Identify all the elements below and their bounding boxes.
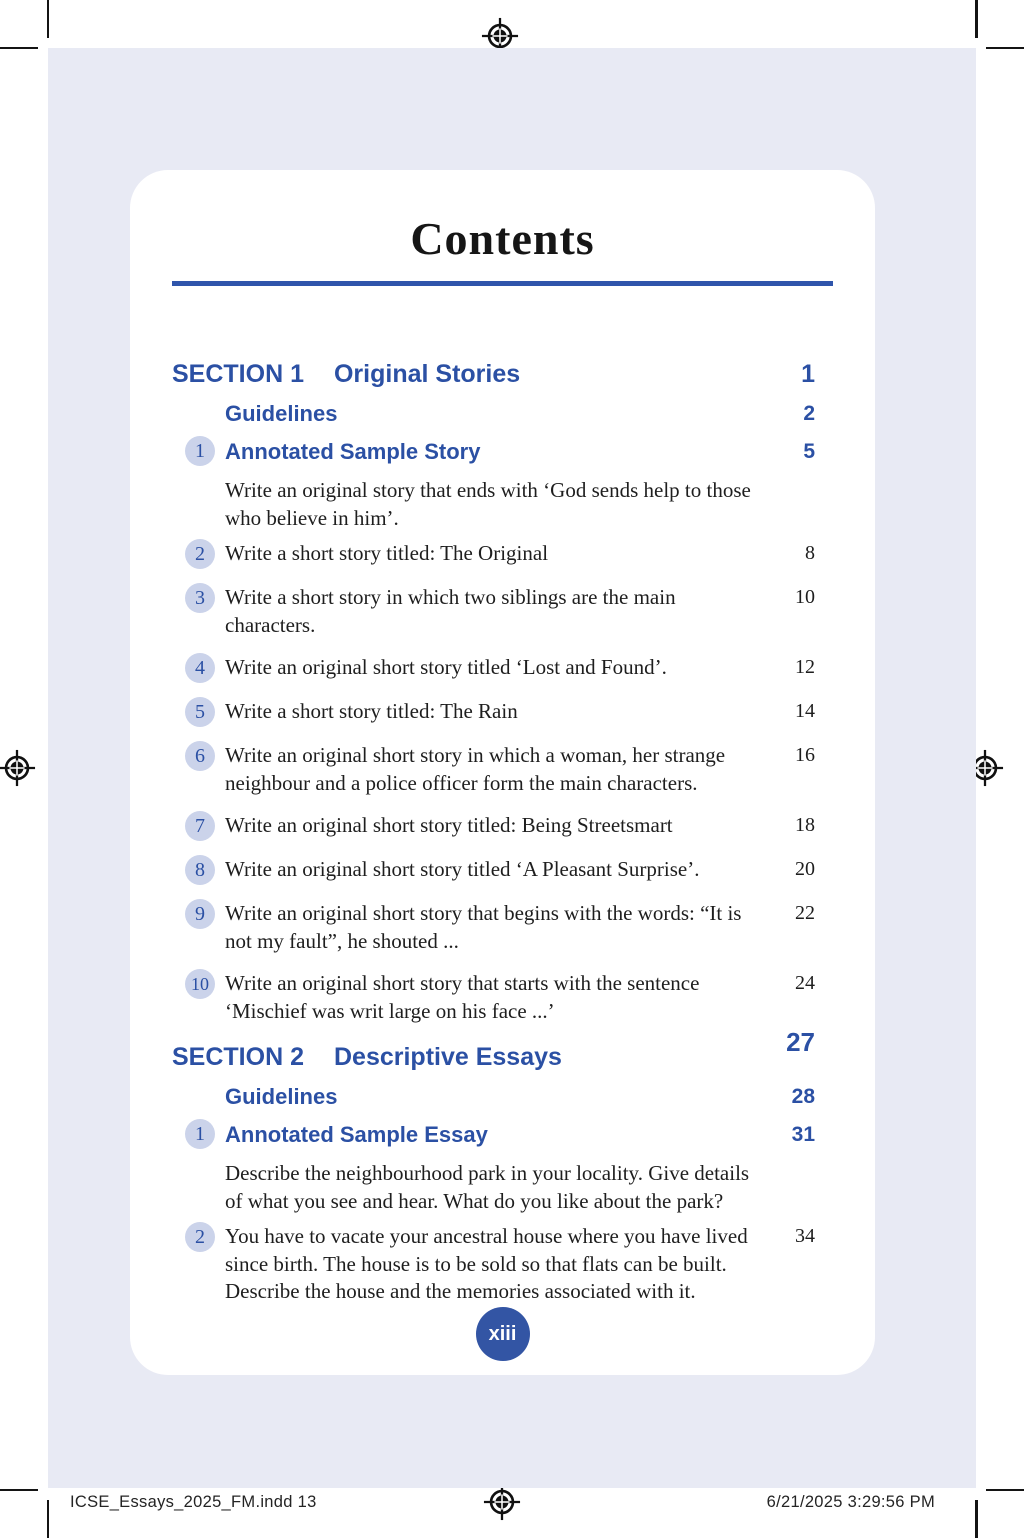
toc-row-entry xyxy=(172,742,815,797)
section-page-number: 27 xyxy=(786,1027,815,1057)
crop-mark-icon xyxy=(986,47,1024,50)
toc-row-badge-bold xyxy=(172,437,815,467)
toc-row-section xyxy=(172,358,815,390)
entry-text: Annotated Sample Story xyxy=(225,439,481,464)
toc-row-section xyxy=(172,1027,815,1073)
entry-number-badge: 5 xyxy=(185,697,215,727)
toc-row-entry xyxy=(172,1223,815,1306)
badge-cell xyxy=(172,742,225,797)
entry-text: Guidelines xyxy=(225,1084,338,1109)
crop-mark-icon xyxy=(0,47,38,50)
crop-mark-icon xyxy=(986,1489,1024,1492)
folio-number: xiii xyxy=(488,1322,517,1345)
registration-mark-icon xyxy=(483,1483,521,1521)
entry-page-number: 18 xyxy=(795,814,815,836)
badge-cell xyxy=(172,1120,225,1150)
toc-row-sub xyxy=(172,1082,815,1112)
section-title: Descriptive Essays xyxy=(333,1043,562,1071)
entry-number-badge: 2 xyxy=(185,539,215,569)
badge-cell xyxy=(172,399,225,429)
entry-page-number: 14 xyxy=(795,700,815,722)
toc-row-sub xyxy=(172,399,815,429)
entry-number-badge: 8 xyxy=(185,855,215,885)
entry-page-number: 22 xyxy=(795,902,815,924)
badge-cell xyxy=(172,900,225,955)
entry-text: Write an original story that ends with ‘God sends help to those who believe in him’. xyxy=(225,478,751,530)
badge-cell xyxy=(172,437,225,467)
entry-number-badge: 6 xyxy=(185,741,215,771)
title-rule xyxy=(172,281,833,286)
book-page xyxy=(48,48,976,1488)
slug-filename: ICSE_Essays_2025_FM.indd 13 xyxy=(70,1493,317,1511)
entry-page-number: 8 xyxy=(805,542,815,564)
entry-text: Write an original short story titled ‘Lost and Found’. xyxy=(225,655,667,679)
entry-text: Write an original short story that starts with the sentence ‘Mischief was writ large on his face ...’ xyxy=(225,971,700,1023)
badge-cell xyxy=(172,477,225,532)
entry-page-number: 20 xyxy=(795,858,815,880)
badge-cell xyxy=(172,1160,225,1215)
toc-row-entry xyxy=(172,856,815,885)
toc-row-badge-bold xyxy=(172,1120,815,1150)
entry-page-number: 10 xyxy=(795,586,815,608)
badge-cell xyxy=(172,856,225,885)
entry-number-badge: 2 xyxy=(185,1222,215,1252)
entry-page-number: 28 xyxy=(791,1085,815,1108)
toc-row-entry xyxy=(172,540,815,569)
section-label: SECTION 1 xyxy=(172,360,304,388)
folio-badge xyxy=(476,1307,530,1361)
section-title: Original Stories xyxy=(333,360,521,388)
toc-row-entry xyxy=(172,654,815,683)
entry-page-number xyxy=(753,1160,815,1215)
entry-text: Write a short story in which two siblings are the main characters. xyxy=(225,585,676,637)
badge-cell xyxy=(172,1082,225,1112)
entry-page-number: 34 xyxy=(795,1225,815,1247)
badge-cell xyxy=(172,970,225,1025)
crop-mark-icon xyxy=(47,0,50,38)
entry-number-badge: 3 xyxy=(185,583,215,613)
page-title: Contents xyxy=(410,213,595,264)
section-label: SECTION 2 xyxy=(172,1043,304,1071)
toc-row-entry xyxy=(172,584,815,639)
entry-page-number: 31 xyxy=(791,1123,815,1146)
entry-text: Write a short story titled: The Original xyxy=(225,541,549,565)
entry-number-badge: 1 xyxy=(185,436,215,466)
entry-text: Write a short story titled: The Rain xyxy=(225,699,518,723)
entry-page-number: 5 xyxy=(803,440,815,463)
toc-row-entry xyxy=(172,812,815,841)
section-page-number: 1 xyxy=(801,360,815,388)
toc-row-desc xyxy=(172,477,815,532)
badge-cell xyxy=(172,584,225,639)
badge-cell xyxy=(172,812,225,841)
crop-mark-icon xyxy=(47,1500,50,1538)
registration-mark-icon xyxy=(0,749,36,787)
toc-row-entry xyxy=(172,970,815,1025)
entry-page-number xyxy=(753,477,815,532)
entry-text: Guidelines xyxy=(225,401,338,426)
badge-cell xyxy=(172,1223,225,1306)
toc-row-entry xyxy=(172,900,815,955)
crop-mark-icon xyxy=(975,0,978,38)
toc-list xyxy=(172,358,815,1306)
entry-number-badge: 1 xyxy=(185,1119,215,1149)
entry-number-badge: 10 xyxy=(185,969,215,999)
entry-page-number: 2 xyxy=(803,402,815,425)
entry-text: Describe the neighbourhood park in your locality. Give details of what you see and hear. What do you like about the park? xyxy=(225,1161,750,1213)
badge-cell xyxy=(172,654,225,683)
entry-text: Write an original short story in which a woman, her strange neighbour and a police officer form the main characters. xyxy=(225,743,726,795)
toc-row-desc xyxy=(172,1160,815,1215)
crop-mark-icon xyxy=(0,1489,38,1492)
entry-page-number: 24 xyxy=(795,972,815,994)
entry-text: You have to vacate your ancestral house where you have lived since birth. The house is to be sold so that flats can be built. Describe the house and the memories associated with it. xyxy=(225,1224,748,1303)
entry-number-badge: 4 xyxy=(185,653,215,683)
entry-text: Write an original short story titled: Being Streetsmart xyxy=(225,813,673,837)
entry-text: Write an original short story that begins with the words: “It is not my fault”, he shouted ... xyxy=(225,901,742,953)
slug-timestamp: 6/21/2025 3:29:56 PM xyxy=(766,1493,935,1511)
entry-number-badge: 9 xyxy=(185,899,215,929)
badge-cell xyxy=(172,540,225,569)
entry-page-number: 12 xyxy=(795,656,815,678)
entry-text: Write an original short story titled ‘A Pleasant Surprise’. xyxy=(225,857,700,881)
contents-card xyxy=(130,170,875,1375)
entry-text: Annotated Sample Essay xyxy=(225,1122,488,1147)
badge-cell xyxy=(172,698,225,727)
crop-mark-icon xyxy=(975,1500,978,1538)
entry-page-number: 16 xyxy=(795,744,815,766)
entry-number-badge: 7 xyxy=(185,811,215,841)
toc-row-entry xyxy=(172,698,815,727)
